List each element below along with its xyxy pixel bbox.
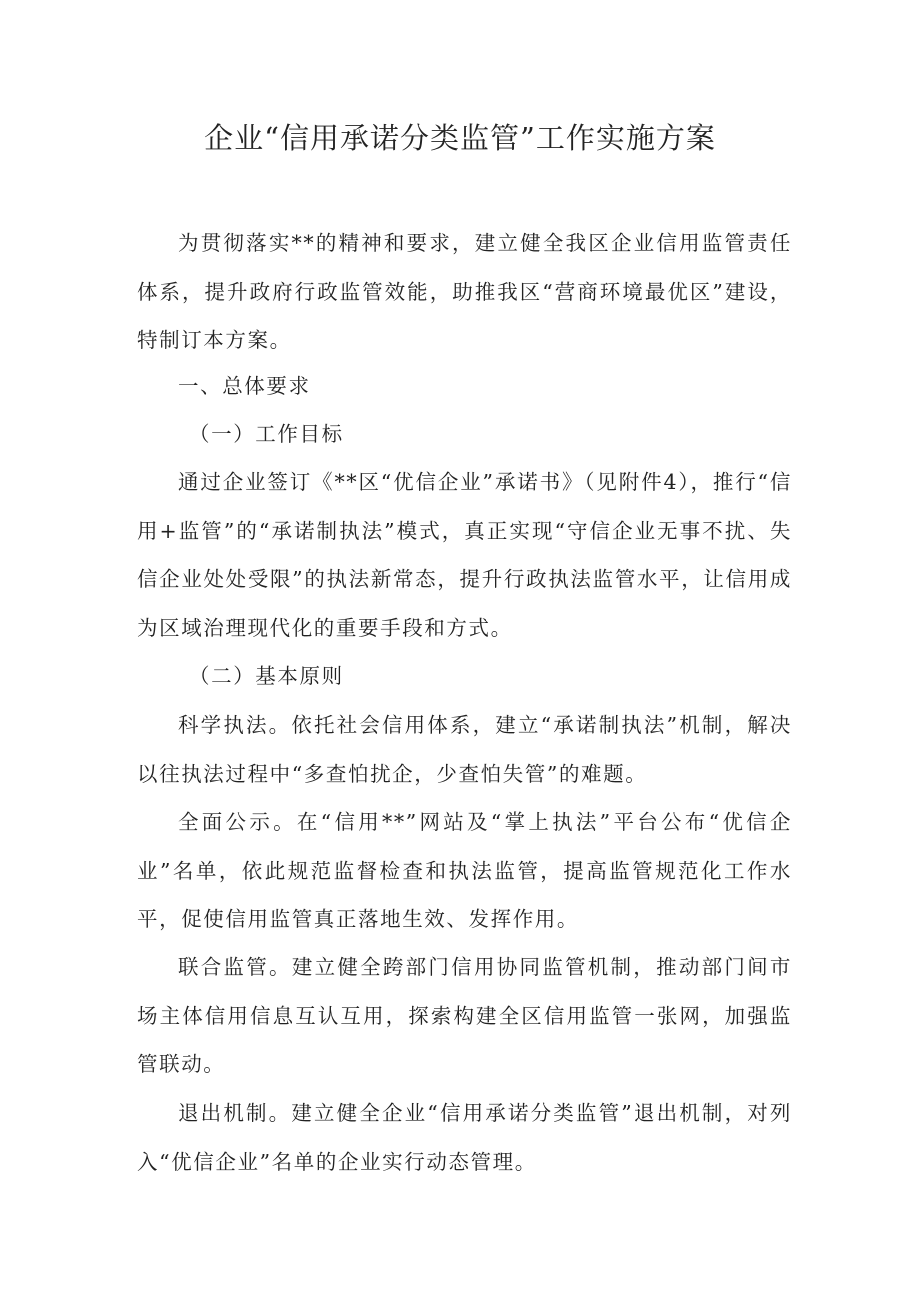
principle-paragraph-scientific-enforcement: 科学执法。依托社会信用体系，建立“承诺制执法”机制，解决以往执法过程中“多查怕扰企，少查怕失管”的难题。	[137, 713, 792, 786]
principle-paragraph-joint-supervision: 联合监管。建立健全跨部门信用协同监管机制，推动部门间市场主体信用信息互认互用，探索构建全区信用监管一张网，加强监管联动。	[137, 955, 792, 1076]
principle-paragraph-full-disclosure: 全面公示。在“信用**”网站及“掌上执法”平台公布“优信企业”名单，依此规范监督检查和执法监管，提高监管规范化工作水平，促使信用监管真正落地生效、发挥作用。	[137, 810, 792, 931]
intro-paragraph: 为贯彻落实**的精神和要求，建立健全我区企业信用监管责任体系，提升政府行政监管效能，助推我区“营商环境最优区”建设，特制订本方案。	[137, 231, 792, 352]
subsection-heading-work-goals: （一）工作目标	[189, 422, 344, 446]
section-heading-general-requirements: 一、总体要求	[178, 374, 311, 398]
principle-paragraph-exit-mechanism: 退出机制。建立健全企业“信用承诺分类监管”退出机制，对列入“优信企业”名单的企业实行动态管理。	[137, 1101, 792, 1174]
work-goals-paragraph: 通过企业签订《**区“优信企业”承诺书》（见附件4），推行“信用+监管”的“承诺制执法”模式，真正实现“守信企业无事不扰、失信企业处处受限”的执法新常态，提升行政执法监管水平，让信用成为区域治理现代化的重要手段和方式。	[137, 470, 792, 640]
document-title: 企业“信用承诺分类监管”工作实施方案	[204, 121, 716, 155]
subsection-heading-basic-principles: （二）基本原则	[189, 664, 344, 688]
